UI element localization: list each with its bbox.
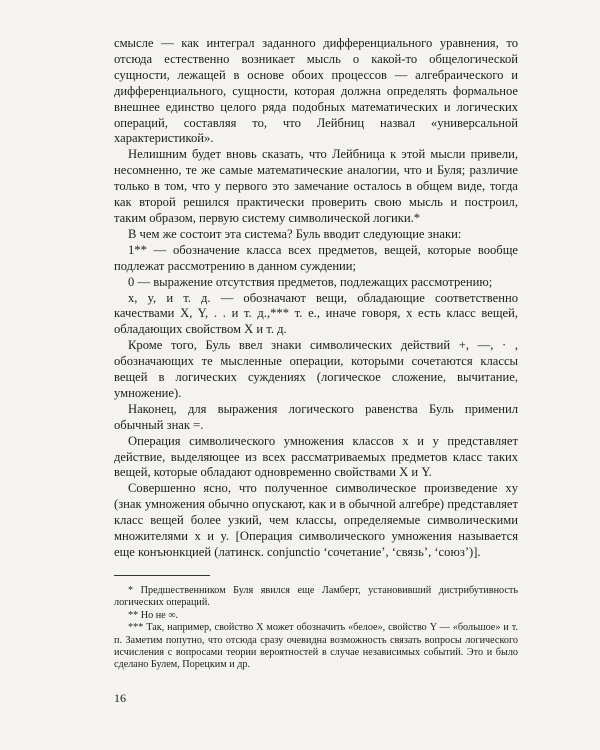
footnote: *** Так, например, свойство X может обозначить «белое», свойство Y — «большое» и т. п. Заметим попутно, что отсюда сразу очевидна возможность связать вопросы логического исчисления с вопросами теории вероятностей в случае независимых событий. Это и было сделано Булем, Порецким и др. (114, 622, 518, 671)
paragraph: Совершенно ясно, что полученное символическое произведение xy (знак умножения обычно опускают, как и в обычной алгебре) представляет класс вещей более узкий, чем классы, определяемые символическими множителями x и y. [Операция символического умножения называется еще конъюнкцией (латинск. conjunctio ‘сочетание’, ‘связь’, ‘союз’)]. (114, 481, 518, 559)
paragraph: Наконец, для выражения логического равенства Буль применил обычный знак =. (114, 401, 518, 432)
paragraph: Нелишним будет вновь сказать, что Лейбница к этой мысли привели, несомненно, те же самые математические аналогии, что и Буля; различие только в том, что у первого это замечание осталось в общем виде, тогда как второй решился практически проверить свою мысль и построил, таким образом, первую систему символической логики.* (114, 147, 518, 225)
footnote: * Предшественником Буля явился еще Ламберт, установивший дистрибутивность логических операций. (114, 584, 518, 609)
footnote: ** Но не ∞. (128, 609, 179, 621)
paragraph: 0 — выражение отсутствия предметов, подлежащих рассмотрению; (128, 274, 493, 289)
paragraph: Операция символического умножения классов x и y представляет действие, выделяющее из всех рассматриваемых предметов класс таких вещей, которые обладают одновременно свойствами X и Y. (114, 433, 518, 480)
footnote-divider (114, 575, 210, 576)
page-number: 16 (114, 691, 126, 705)
paragraph: Кроме того, Буль ввел знаки символических действий +, —, · , обозначающих те мысленные операции, которыми сочетаются классы вещей в логических суждениях (логическое сложение, вычитание, умножение). (114, 338, 518, 400)
paragraph: 1** — обозначение класса всех предметов, вещей, которые вообще подлежат рассмотрению в данном суждении; (114, 242, 518, 273)
body-text (114, 36, 518, 561)
paragraph: В чем же состоит эта система? Буль вводит следующие знаки: (128, 226, 462, 241)
paragraph: смысле — как интеграл заданного дифференциального уравнения, то отсюда естественно возникает мысль о какой-то общелогической сущности, лежащей в основе обоих процессов — алгебраического и дифференциального, сущности, которая должна определять формальное внешнее единство целого ряда подобных математических и логических операций, составляя то, что Лейбниц назвал «универсальной характеристикой». (114, 36, 518, 146)
footnotes (114, 585, 518, 672)
paragraph: x, y, и т. д. — обозначают вещи, обладающие соответственно качествами X, Y, . . и т. д.,*** т. е., иначе говоря, x есть класс вещей, обладающих свойством X и т. д. (114, 290, 518, 337)
page (114, 36, 518, 672)
